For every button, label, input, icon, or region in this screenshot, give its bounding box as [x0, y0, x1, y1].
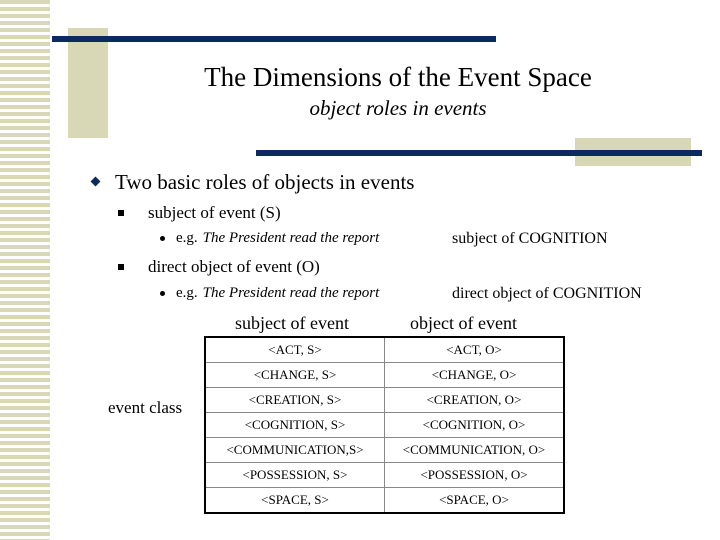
example-sentence: The President read the report — [202, 230, 380, 246]
top-accent-bar — [52, 36, 496, 42]
square-bullet-icon — [118, 210, 124, 216]
table-cell: <CHANGE, O> — [385, 363, 565, 388]
table-row — [205, 487, 564, 513]
col-header-subject: subject of event — [235, 313, 349, 333]
table-row — [205, 388, 564, 413]
slide-title: The Dimensions of the Event Space — [204, 62, 592, 92]
table-row — [205, 363, 564, 388]
table-row — [205, 413, 564, 438]
left-stripe-decoration — [0, 0, 50, 540]
square-bullet-icon — [118, 264, 124, 270]
col-header-object: object of event — [410, 313, 517, 333]
main-bullet-text: Two basic roles of objects in events — [115, 170, 415, 194]
table-cell: <COGNITION, O> — [385, 413, 565, 438]
diamond-bullet-icon — [91, 177, 101, 187]
middle-accent-bar — [256, 150, 702, 156]
top-left-tan-block — [68, 28, 108, 138]
bullet-subject-text: subject of event (S) — [148, 203, 281, 222]
main-bullet — [92, 170, 414, 195]
example-prefix: e.g. — [176, 285, 198, 301]
bullet-object — [118, 257, 320, 277]
table-row — [205, 462, 564, 487]
table-cell: <ACT, S> — [205, 337, 385, 363]
bullet-object-text: direct object of event (O) — [148, 257, 320, 276]
dot-bullet-icon — [160, 236, 165, 241]
table-cell: <COMMUNICATION,S> — [205, 437, 385, 462]
note-subject: subject of COGNITION — [452, 230, 608, 247]
slide-subtitle: object roles in events — [309, 96, 487, 120]
table-cell: <CREATION, O> — [385, 388, 565, 413]
table-cell: <SPACE, O> — [385, 487, 565, 513]
table-cell: <SPACE, S> — [205, 487, 385, 513]
table-cell: <POSSESSION, O> — [385, 462, 565, 487]
table-cell: <COMMUNICATION, O> — [385, 437, 565, 462]
table-row — [205, 337, 564, 363]
event-roles-table — [204, 336, 565, 514]
table-row — [205, 437, 564, 462]
table-cell: <CHANGE, S> — [205, 363, 385, 388]
table-cell: <COGNITION, S> — [205, 413, 385, 438]
table-cell: <POSSESSION, S> — [205, 462, 385, 487]
table-cell: <ACT, O> — [385, 337, 565, 363]
row-header-event-class: event class — [108, 398, 183, 417]
table-cell: <CREATION, S> — [205, 388, 385, 413]
example-sentence: The President read the report — [202, 285, 380, 301]
bullet-subject — [118, 203, 281, 223]
example-object — [160, 285, 379, 302]
note-object: direct object of COGNITION — [452, 285, 642, 302]
example-subject — [160, 230, 379, 247]
example-prefix: e.g. — [176, 230, 198, 246]
dot-bullet-icon — [160, 291, 165, 296]
